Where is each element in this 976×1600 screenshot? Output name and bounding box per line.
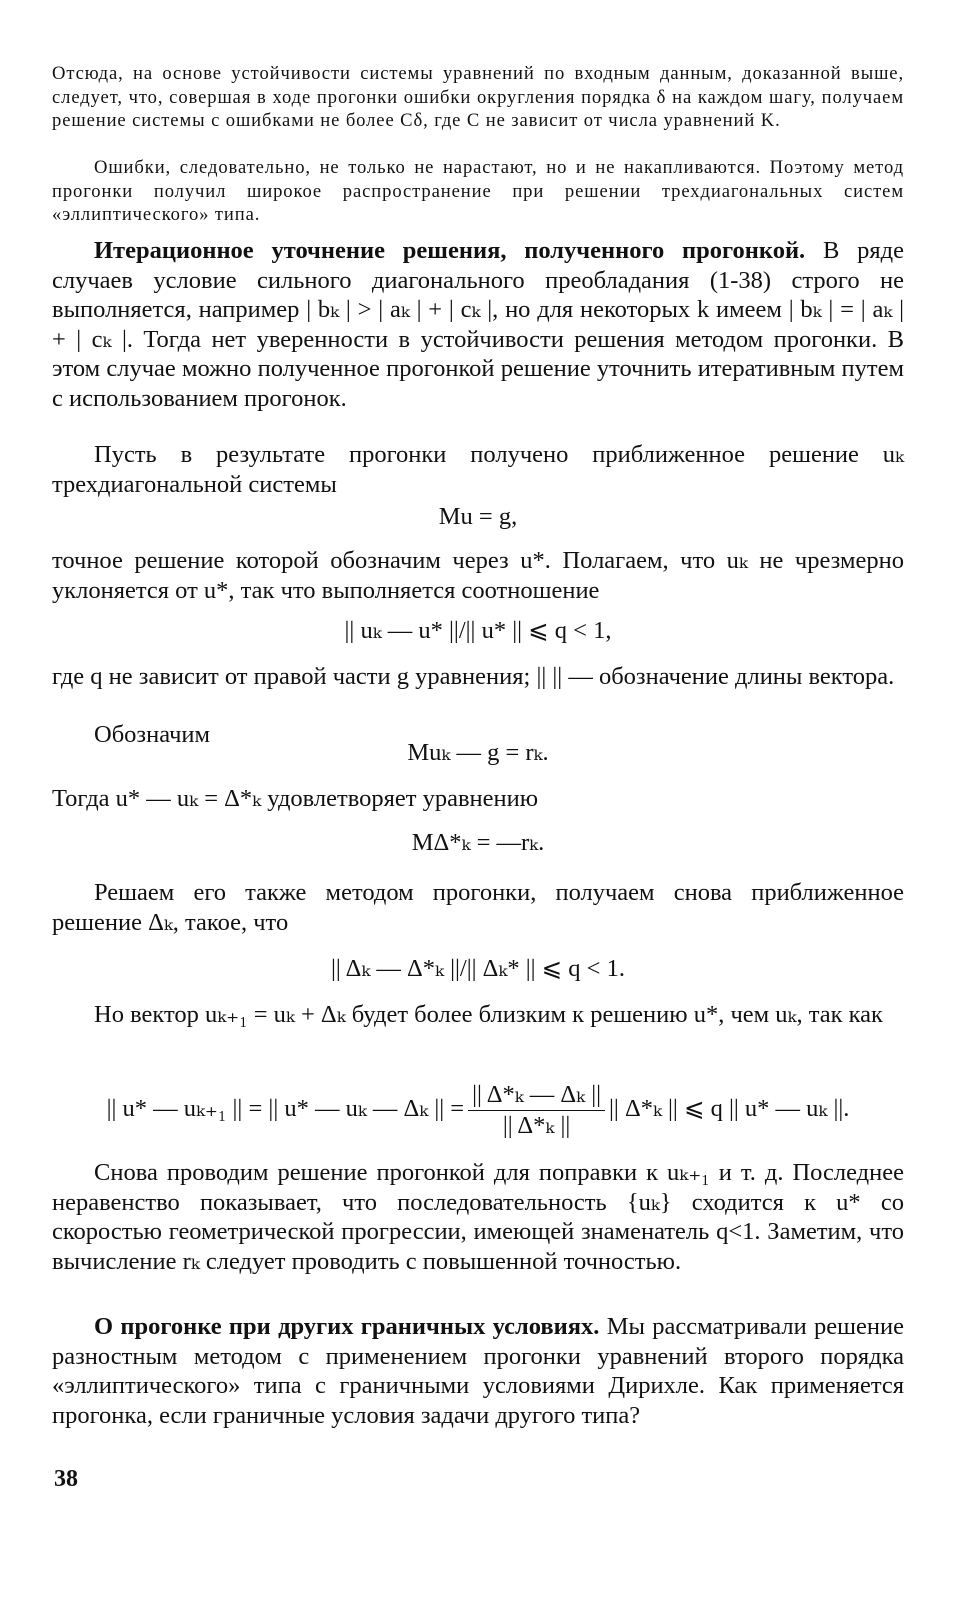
- fraction-numerator: || Δ*ₖ — Δₖ ||: [468, 1080, 605, 1111]
- paragraph-delta-star: Тогда u* — uₖ = Δ*ₖ удовлетворяет уравнению: [52, 785, 539, 812]
- paragraph-convergence: Снова проводим решение прогонкой для поправки к uₖ₊₁ и т. д. Последнее неравенство показывает, что последовательность {uₖ} сходится к u* со скоростью геометрической прогрессии, имеющей знаменатель q<1. Заметим, что вычисление rₖ следует проводить с повышенной точностью.: [52, 1159, 904, 1275]
- paragraph-next-vector: Но вектор uₖ₊₁ = uₖ + Δₖ будет более близким к решению u*, чем uₖ, так как: [94, 1001, 883, 1028]
- paragraph-other-boundary: [52, 1312, 904, 1430]
- paragraph-text: Мы рассматривали решение разностным методом с применением прогонки уравнений второго порядка «эллиптического» типа с граничными условиями Дирихле. Как применяется прогонка, если граничные условия задачи другого типа?: [52, 1313, 904, 1429]
- paragraph-approx-solution: Пусть в результате прогонки получено приближенное решение uₖ трехдиагональной системы: [52, 441, 904, 498]
- equation-fraction: [468, 1080, 605, 1141]
- equation-right: || Δ*ₖ || ⩽ q || u* — uₖ ||.: [609, 1095, 850, 1122]
- equation-delta-ratio: || Δₖ — Δ*ₖ ||/|| Δₖ* || ⩽ q < 1.: [331, 955, 625, 982]
- equation-ratio-q: || uₖ — u* ||/|| u* || ⩽ q < 1,: [344, 617, 612, 644]
- section-heading-iterative: Итерационное уточнение решения, полученного прогонкой.: [94, 237, 806, 264]
- equation-m-delta: MΔ*ₖ = —rₖ.: [411, 829, 545, 856]
- paragraph-errors: Ошибки, следовательно, не только не нарастают, но и не накапливаются. Поэтому метод прогонки получил широкое распространение при решении трехдиагональных систем «эллиптического» типа.: [52, 157, 904, 226]
- paragraph-exact-solution: точное решение которой обозначим через u*. Полагаем, что uₖ не чрезмерно уклоняется от u*, так что выполняется соотношение: [52, 547, 904, 604]
- paragraph-stability: [52, 62, 904, 133]
- equation-error-bound: [52, 1072, 904, 1146]
- fraction-denominator: || Δ*ₖ ||: [502, 1111, 571, 1139]
- paragraph-q-definition: где q не зависит от правой части g уравнения; || || — обозначение длины вектора.: [52, 663, 895, 690]
- paragraph-iterative-refinement: [52, 236, 904, 414]
- section-heading-boundary: О прогонке при других граничных условиях.: [94, 1313, 600, 1340]
- equation-mu-g: Mu = g,: [438, 503, 518, 530]
- paragraph-text: В ряде случаев условие сильного диагонального преобладания (1-38) строго не выполняется, например | bₖ | > | aₖ | + | cₖ |, но для некоторых k имеем | bₖ | = | aₖ | + | cₖ |. Тогда нет уверенности в устойчивости решения методом прогонки. В этом случае можно полученное прогонкой решение уточнить итеративным путем с использованием прогонок.: [52, 237, 904, 412]
- equation-left: || u* — uₖ₊₁ || = || u* — uₖ — Δₖ || =: [106, 1095, 465, 1122]
- label-oboznachim: Обозначим: [94, 721, 211, 748]
- paragraph-solve-again: Решаем его также методом прогонки, получаем снова приближенное решение Δₖ, такое, что: [52, 879, 904, 936]
- equation-residual: Muₖ — g = rₖ.: [407, 739, 549, 766]
- page-number: 38: [54, 1466, 78, 1492]
- paragraph-text: Отсюда, на основе устойчивости системы уравнений по входным данным, доказанной выше, следует, что, совершая в ходе прогонки ошибки округления порядка δ на каждом шагу, получаем решение системы с ошибками не более Cδ, где C не зависит от числа уравнений K.: [52, 63, 904, 132]
